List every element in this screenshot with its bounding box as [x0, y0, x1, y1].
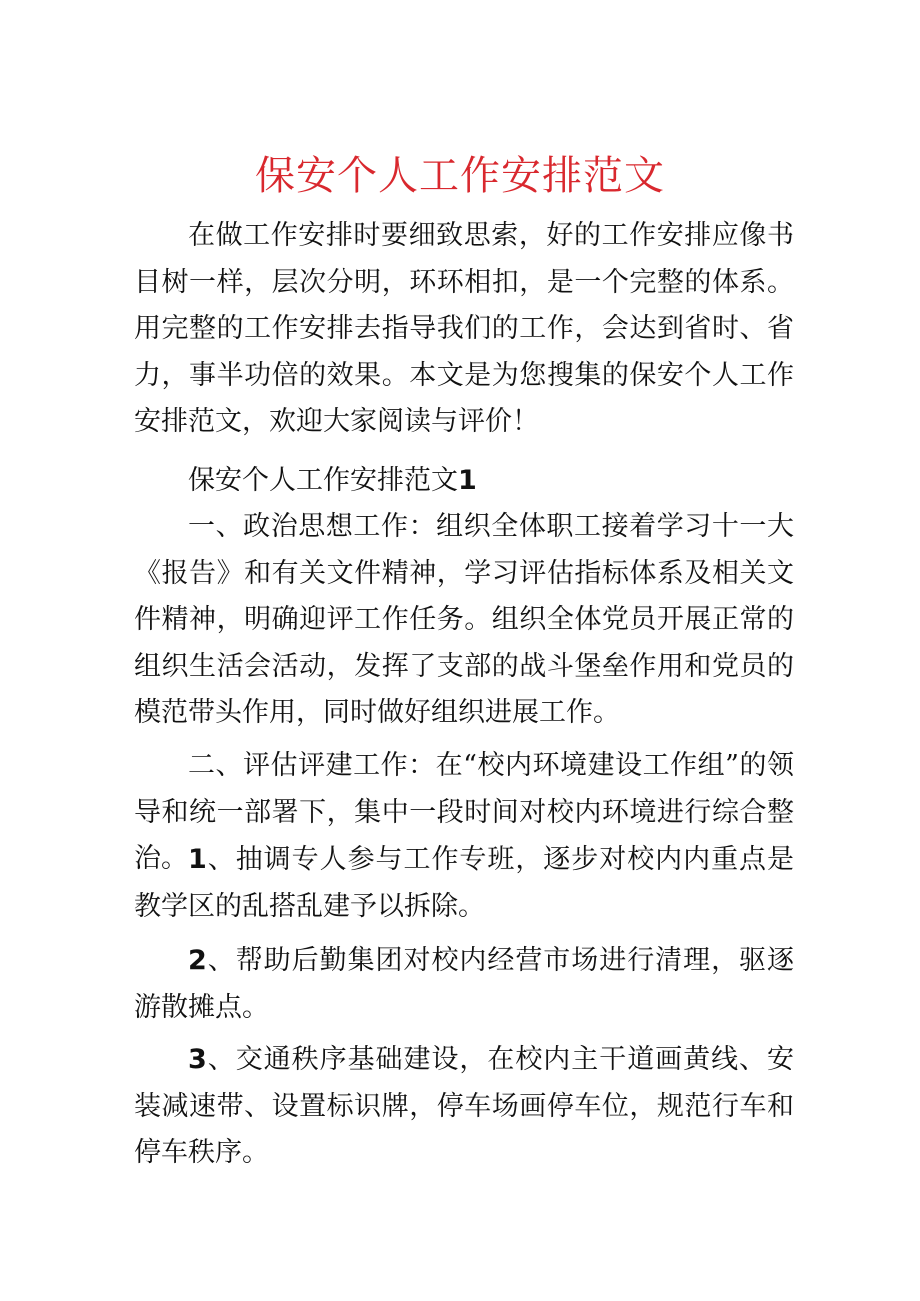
list-item: [134, 837, 794, 930]
list-item-number: 1: [188, 844, 207, 875]
section-one-paragraph: 一、政治思想工作：组织全体职工接着学习十一大《报告》和有关文件精神，学习评估指标体系及相关文件精神，明确迎评工作任务。组织全体党员开展正常的组织生活会活动，发挥了支部的战斗堡垒作用和党员的模范带头作用，同时做好组织进展工作。: [134, 511, 794, 728]
intro-paragraph: 在做工作安排时要细致思索，好的工作安排应像书目树一样，层次分明，环环相扣，是一个完整的体系。用完整的工作安排去指导我们的工作，会达到省时、省力，事半功倍的效果。本文是为您搜集的保安个人工作安排范文，欢迎大家阅读与评价！: [134, 220, 794, 437]
list-item-number: 3: [188, 1044, 207, 1075]
list-item-number: 2: [188, 945, 207, 976]
subtitle-text: 保安个人工作安排范文: [188, 465, 458, 496]
list-item-text: 、帮助后勤集团对校内经营市场进行清理，驱逐游散摊点。: [134, 945, 794, 1023]
page-title: 保安个人工作安排范文: [255, 153, 665, 199]
list-item-text: 、交通秩序基础建设，在校内主干道画黄线、安装减速带、设置标识牌，停车场画停车位，规范行车和停车秩序。: [134, 1044, 794, 1168]
section-two-paragraph: 二、评估评建工作：在“校内环境建设工作组”的领导和统一部署下，集中一段时间对校内环境进行综合整治。: [134, 750, 794, 874]
list-item: [134, 938, 794, 1031]
subtitle-paragraph: [134, 458, 794, 505]
list-item-text: 、抽调专人参与工作专班，逐步对校内内重点是教学区的乱搭乱建予以拆除。: [134, 844, 794, 922]
list-item: [134, 1037, 794, 1177]
subtitle-number: 1: [458, 465, 477, 496]
